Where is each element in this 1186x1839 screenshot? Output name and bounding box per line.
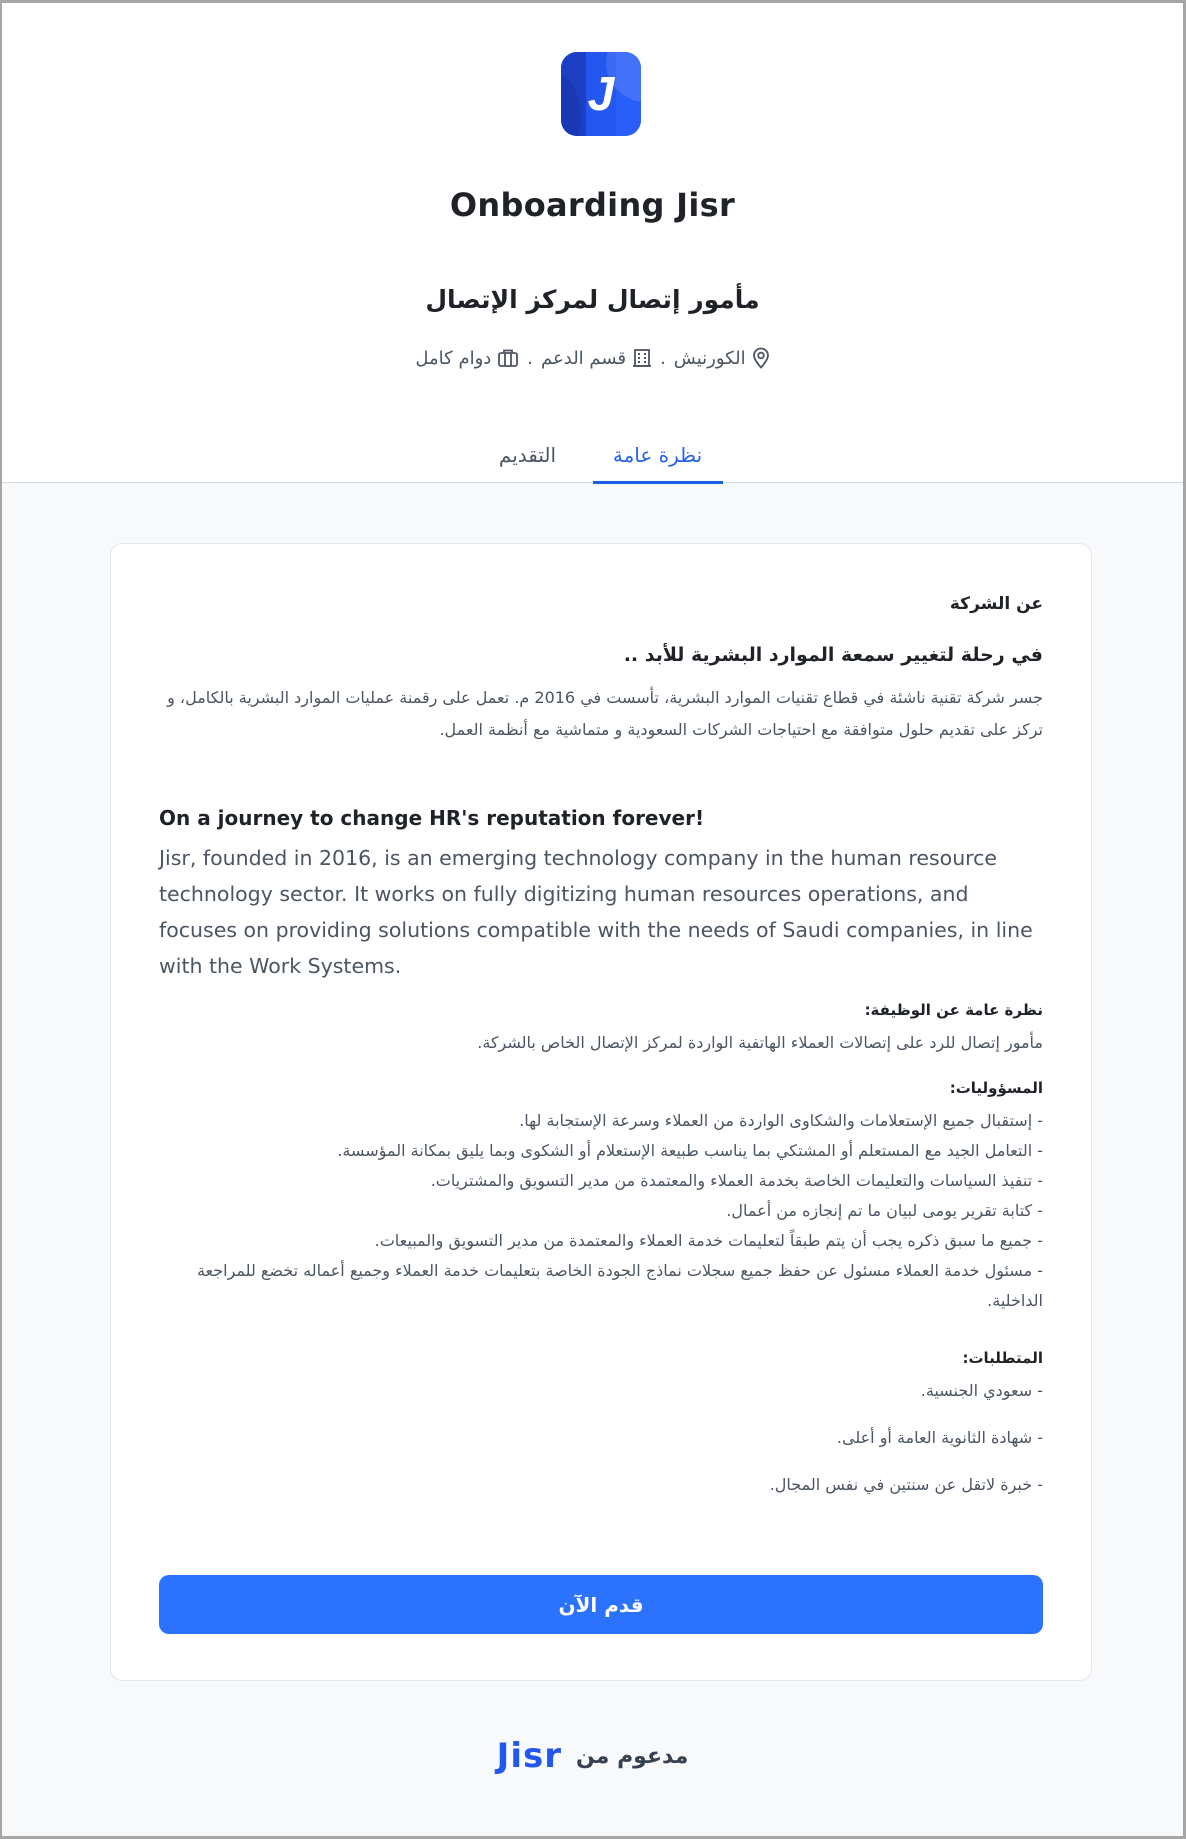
- requirements-list: [159, 1376, 1043, 1517]
- list-item: - تنفيذ السياسات والتعليمات الخاصة بخدمة العملاء والمعتمدة من مدير التسويق والمشتريات.: [430, 1171, 1043, 1190]
- about-heading-ar: في رحلة لتغيير سمعة الموارد البشرية للأبد ..: [623, 644, 1043, 666]
- requirements-label: المتطلبات:: [962, 1349, 1043, 1367]
- briefcase-icon: [497, 348, 519, 368]
- about-company-label: عن الشركة: [949, 594, 1043, 614]
- job-location: الكورنيش: [673, 347, 746, 369]
- job-department: قسم الدعم: [541, 347, 627, 369]
- job-title: مأمور إتصال لمركز الإتصال: [425, 285, 760, 314]
- job-details-card: [110, 543, 1092, 1681]
- list-item: - كتابة تقرير يومى لبيان ما تم إنجازه من أعمال.: [726, 1201, 1043, 1220]
- powered-by-label: مدعوم من: [575, 1743, 689, 1769]
- list-item: - مسئول خدمة العملاء مسئول عن حفظ جميع سجلات نماذج الجودة الخاصة بتعليمات خدمة العملاء وجميع أعماله تخضع للمراجعة الداخلية.: [196, 1261, 1043, 1310]
- location-pin-icon: [752, 347, 770, 369]
- page: [2, 3, 1183, 1836]
- employment-type: دوام كامل: [415, 347, 492, 369]
- about-paragraph-ar: جسر شركة تقنية ناشئة في قطاع تقنيات الموارد البشرية، تأسست في 2016 م. تعمل على رقمنة عمليات الموارد البشرية بالكامل، و تركز على تقديم حلول متوافقة مع احتياجات الشركات السعودية و متماشية مع أنظمة العمل.: [167, 688, 1043, 739]
- responsibilities-label: المسؤوليات:: [949, 1079, 1043, 1097]
- meta-separator: .: [660, 347, 666, 369]
- responsibilities-list: [159, 1106, 1043, 1316]
- list-item: - جميع ما سبق ذكره يجب أن يتم طبقاً لتعليمات خدمة العملاء والمعتمدة من مدير التسويق والمبيعات.: [374, 1231, 1043, 1250]
- jisr-logo[interactable]: Jisr: [496, 1736, 562, 1776]
- company-logo: [561, 52, 641, 136]
- job-overview-label: نظرة عامة عن الوظيفة:: [864, 1001, 1043, 1019]
- about-heading-en: On a journey to change HR's reputation forever!: [159, 806, 705, 830]
- powered-by-footer: [2, 1736, 1183, 1776]
- job-overview-text: مأمور إتصال للرد على إتصالات العملاء الهاتفية الواردة لمركز الإتصال الخاص بالشركة.: [477, 1033, 1043, 1052]
- tab-apply[interactable]: التقديم: [498, 443, 557, 467]
- logo-letter: J: [587, 67, 615, 121]
- list-item: - إستقبال جميع الإستعلامات والشكاوى الواردة من العملاء وسرعة الإستجابة لها.: [519, 1111, 1043, 1130]
- company-name: Onboarding Jisr: [449, 186, 736, 224]
- job-meta: [2, 347, 1183, 369]
- tab-overview[interactable]: نظرة عامة: [593, 435, 723, 483]
- list-item: - التعامل الجيد مع المستعلم أو المشتكي بما يناسب طبيعة الإستعلام أو الشكوى وبما يليق بمكانة المؤسسة.: [337, 1141, 1043, 1160]
- list-item: - سعودي الجنسية.: [920, 1381, 1043, 1400]
- apply-now-button[interactable]: قدم الآن: [159, 1575, 1043, 1634]
- list-item: - خبرة لاتقل عن سنتين في نفس المجال.: [769, 1475, 1043, 1494]
- job-header: [2, 3, 1183, 483]
- building-icon: [632, 348, 652, 368]
- meta-separator: .: [527, 347, 534, 369]
- list-item: - شهادة الثانوية العامة أو أعلى.: [836, 1428, 1043, 1447]
- tab-bar: [2, 435, 1183, 483]
- about-paragraph-en: Jisr, founded in 2016, is an emerging technology company in the human resource technology sector. It works on fully digitizing human resources operations, and focuses on providing solutions compatible with the needs of Saudi companies, in line with the Work Systems.: [159, 846, 1033, 978]
